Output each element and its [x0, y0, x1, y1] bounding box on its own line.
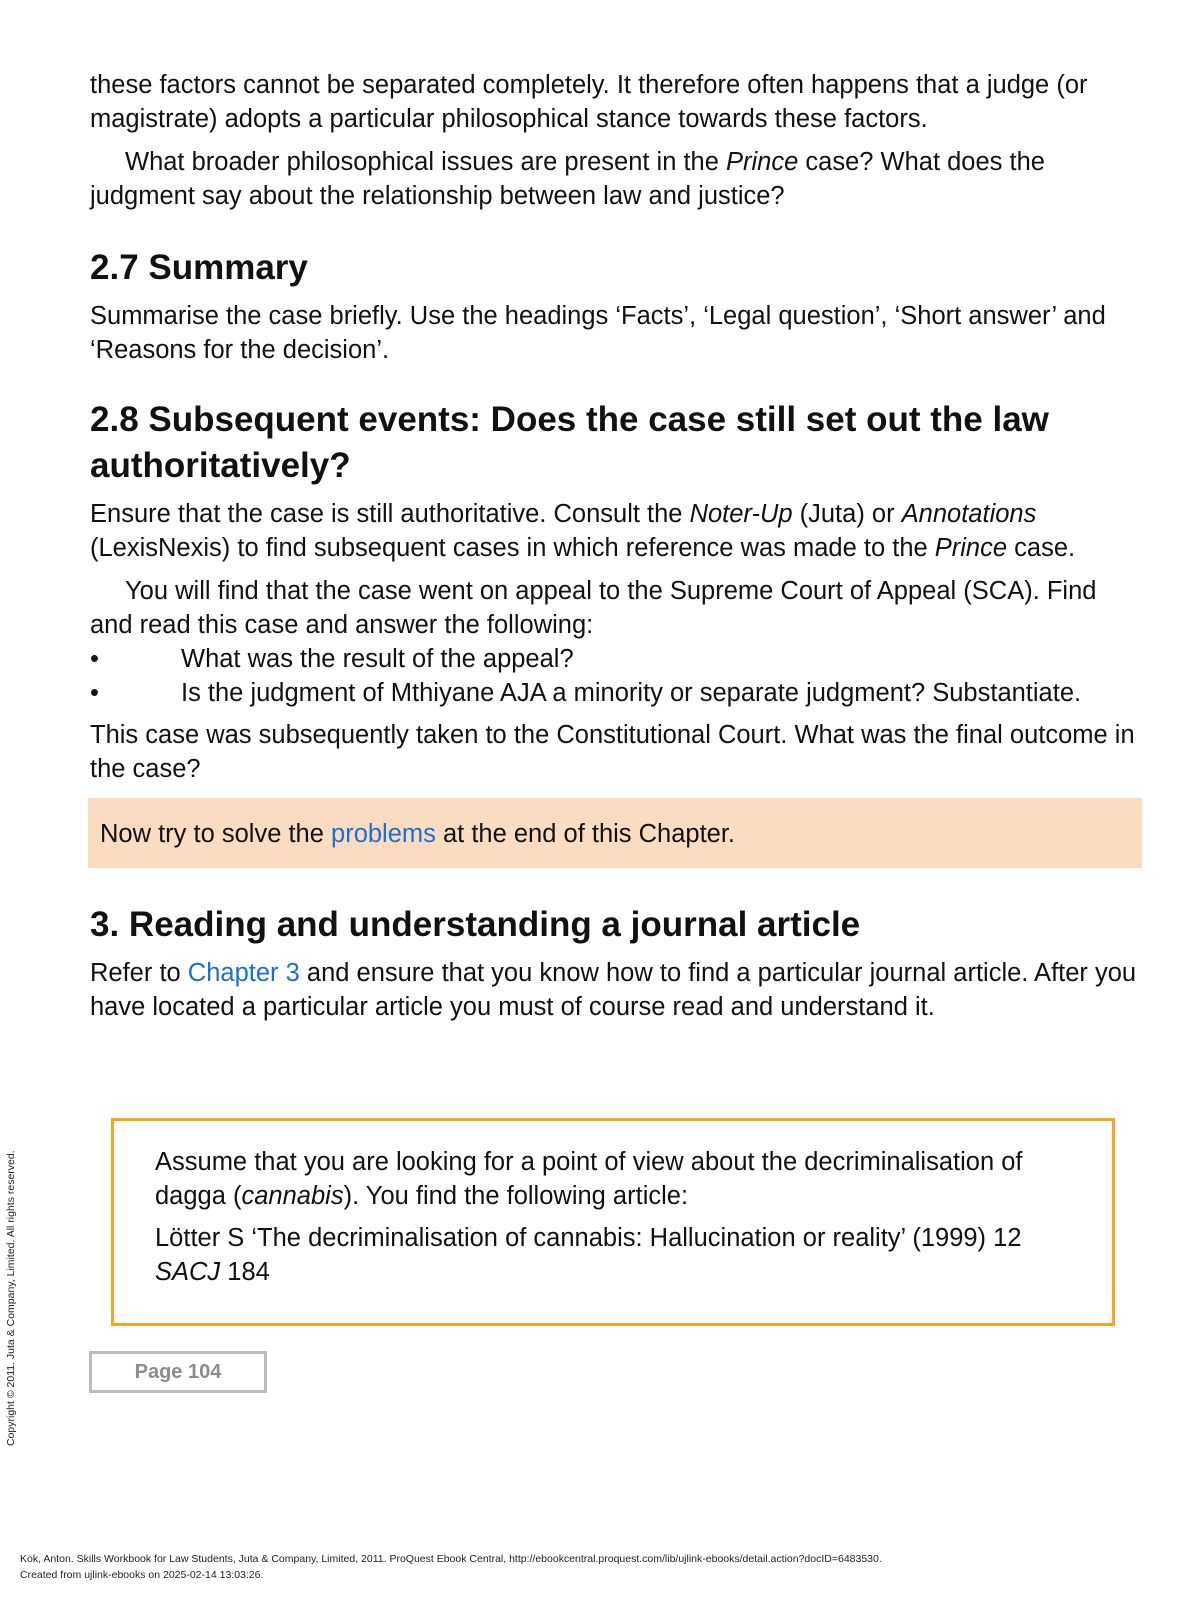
page-number-badge: Page 104 [89, 1351, 267, 1393]
footer [20, 1551, 882, 1583]
problems-link[interactable]: problems [331, 820, 436, 848]
constitutional-court-paragraph: This case was subsequently taken to the Constitutional Court. What was the final outcome in the case? [90, 721, 1135, 783]
subsequent-events-heading: 2.8 Subsequent events: Does the case still set out the law authoritatively? [90, 400, 1049, 485]
bullet-icon: • [90, 645, 99, 673]
journal-article-heading: 3. Reading and understanding a journal article [90, 905, 861, 944]
article-citation: Lötter S ‘The decriminalisation of cannabis: Hallucination or reality’ (1999) 12 SACJ 184 [155, 1224, 1022, 1286]
authoritative-paragraph: Ensure that the case is still authoritative. Consult the Noter-Up (Juta) or Annotations (LexisNexis) to find subsequent cases in which reference was made to the Prince case. [90, 500, 1076, 562]
appeal-questions-list [90, 642, 1140, 710]
example-box [111, 1118, 1115, 1326]
list-item: • Is the judgment of Mthiyane AJA a minority or separate judgment? Substantiate. [90, 676, 1140, 710]
callout-text: Now try to solve the problems at the end of this Chapter. [100, 820, 736, 848]
side-copyright: Copyright © 2011. Juta & Company, Limited. All rights reserved. [5, 1150, 17, 1446]
philosophical-question: What broader philosophical issues are present in the Prince case? What does the judgment say about the relationship between law and justice? [90, 148, 1045, 210]
journal-paragraph: Refer to Chapter 3 and ensure that you know how to find a particular journal article. After you have located a particular article you must of course read and understand it. [90, 959, 1137, 1021]
example-intro: Assume that you are looking for a point of view about the decriminalisation of dagga (cannabis). You find the following article: [155, 1148, 1023, 1210]
list-item: • What was the result of the appeal? [90, 642, 1140, 676]
summary-heading: 2.7 Summary [90, 248, 308, 287]
appeal-paragraph: You will find that the case went on appeal to the Supreme Court of Appeal (SCA). Find and read this case and answer the following: [90, 577, 1097, 639]
intro-paragraph: these factors cannot be separated completely. It therefore often happens that a judge (or magistrate) adopts a particular philosophical stance towards these factors. [90, 71, 1088, 133]
footer-citation: Kok, Anton. Skills Workbook for Law Students, Juta & Company, Limited, 2011. ProQuest Ebook Central, http://ebookcentral.proquest.com/lib/ujlink-ebooks/detail.action?docID=6483530. [20, 1553, 882, 1565]
problems-callout [88, 798, 1142, 868]
case-name: Prince [726, 148, 799, 176]
summary-text: Summarise the case briefly. Use the headings ‘Facts’, ‘Legal question’, ‘Short answer’ and ‘Reasons for the decision’. [90, 302, 1106, 364]
footer-created: Created from ujlink-ebooks on 2025-02-14 13:03:26. [20, 1569, 264, 1581]
page-content [90, 68, 1140, 1024]
bullet-icon: • [90, 679, 99, 707]
chapter-3-link[interactable]: Chapter 3 [187, 959, 300, 987]
